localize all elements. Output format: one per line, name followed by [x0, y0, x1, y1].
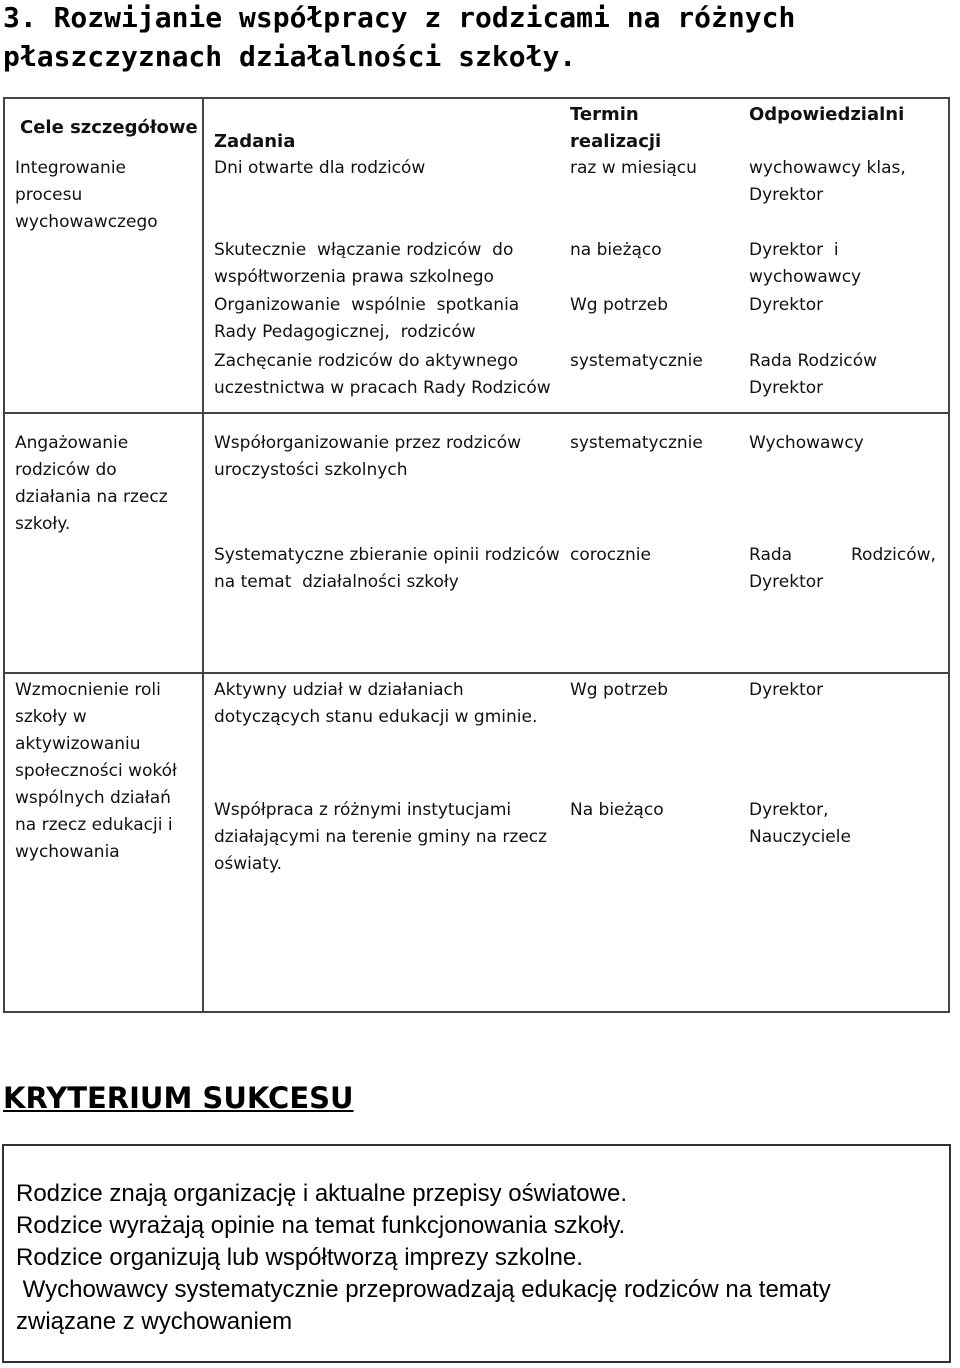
task-2-1-termin: systematycznie	[570, 433, 703, 453]
task-1-2-odp-line1: Dyrektor i	[749, 240, 839, 260]
task-1-4-zadanie-line1: Zachęcanie rodziców do aktywnego	[214, 351, 519, 371]
table-border-top	[3, 97, 950, 99]
task-2-2-odp-line2: Dyrektor	[749, 572, 824, 592]
kryterium-line-4: Wychowawcy systematycznie przeprowadzają edukację rodziców na tematy	[16, 1276, 831, 1303]
goal-3-line2: szkoły w	[15, 707, 87, 727]
task-1-3-odp-line1: Dyrektor	[749, 295, 824, 315]
task-2-2-zadanie-line2: na temat działalności szkoły	[214, 572, 459, 592]
task-1-4-termin: systematycznie	[570, 351, 703, 371]
kryterium-title: KRYTERIUM SUKCESU	[3, 1081, 354, 1115]
task-1-1-odp-line1: wychowawcy klas,	[749, 158, 906, 178]
table-column-rule	[202, 97, 204, 1013]
task-2-1-zadanie-line1: Współorganizowanie przez rodziców	[214, 433, 522, 453]
task-2-2-zadanie-line1: Systematyczne zbieranie opinii rodziców	[214, 545, 560, 565]
goal-3-line4: społeczności wokół	[15, 761, 177, 781]
kryterium-line-1: Rodzice znają organizację i aktualne przepisy oświatowe.	[16, 1180, 627, 1207]
task-3-2-zadanie-line2: działającymi na terenie gminy na rzecz	[214, 827, 548, 847]
header-cele: Cele szczegółowe	[20, 117, 198, 138]
task-2-2-odp-line1: Rada	[749, 545, 793, 565]
task-1-2-zadanie-line2: współtworzenia prawa szkolnego	[214, 267, 494, 287]
goal-3-line3: aktywizowaniu	[15, 734, 141, 754]
goal-3-line7: wychowania	[15, 842, 120, 862]
task-3-2-termin: Na bieżąco	[570, 800, 664, 820]
task-2-1-odp-line1: Wychowawcy	[749, 433, 864, 453]
task-3-2-zadanie-line3: oświaty.	[214, 854, 283, 874]
goal-3-line6: na rzecz edukacji i	[15, 815, 173, 835]
kryterium-line-3: Rodzice organizują lub współtworzą imprezy szkolne.	[16, 1244, 583, 1271]
task-2-2-termin: corocznie	[570, 545, 651, 565]
goal-1-line3: wychowawczego	[15, 212, 158, 232]
task-2-1-zadanie-line2: uroczystości szkolnych	[214, 460, 408, 480]
task-2-2-odp-line1b: Rodziców,	[851, 545, 936, 565]
goal-2-line4: szkoły.	[15, 514, 71, 534]
section-heading	[3, 0, 959, 76]
task-1-3-zadanie-line2: Rady Pedagogicznej, rodziców	[214, 322, 476, 342]
table-rule-2	[3, 672, 950, 674]
task-1-4-odp-line1: Rada Rodziców	[749, 351, 878, 371]
goal-3-line5: wspólnych działań	[15, 788, 171, 808]
task-3-2-odp-line2: Nauczyciele	[749, 827, 851, 847]
header-odpowiedzialni: Odpowiedzialni	[749, 104, 905, 125]
kryterium-line-5: związane z wychowaniem	[16, 1308, 293, 1335]
goal-2-line3: działania na rzecz	[15, 487, 168, 507]
task-3-2-odp-line1: Dyrektor,	[749, 800, 829, 820]
task-1-2-zadanie-line1: Skutecznie włączanie rodziców do	[214, 240, 514, 260]
task-3-1-zadanie-line2: dotyczących stanu edukacji w gminie.	[214, 707, 538, 727]
header-termin-line1: Termin	[570, 104, 639, 125]
task-1-2-odp-line2: wychowawcy	[749, 267, 862, 287]
task-1-1-odp-line2: Dyrektor	[749, 185, 824, 205]
task-1-4-odp-line2: Dyrektor	[749, 378, 824, 398]
goal-1-line2: procesu	[15, 185, 83, 205]
task-1-2-termin: na bieżąco	[570, 240, 662, 260]
section-heading-line1: 3. Rozwijanie współpracy z rodzicami na różnych	[3, 1, 796, 34]
table-border-left	[3, 97, 5, 1013]
section-heading-line2: płaszczyznach działalności szkoły.	[3, 40, 577, 73]
goal-1-line1: Integrowanie	[15, 158, 126, 178]
task-1-1-termin: raz w miesiącu	[570, 158, 697, 178]
task-3-2-zadanie-line1: Współpraca z różnymi instytucjami	[214, 800, 512, 820]
task-1-3-zadanie-line1: Organizowanie wspólnie spotkania	[214, 295, 520, 315]
goal-2-line2: rodziców do	[15, 460, 117, 480]
task-1-1-zadanie-line1: Dni otwarte dla rodziców	[214, 158, 426, 178]
table-border-right	[948, 97, 950, 1013]
task-1-4-zadanie-line2: uczestnictwa w pracach Rady Rodziców	[214, 378, 551, 398]
header-termin-line2: realizacji	[570, 131, 662, 152]
task-3-1-termin: Wg potrzeb	[570, 680, 669, 700]
task-3-1-zadanie-line1: Aktywny udział w działaniach	[214, 680, 464, 700]
task-1-3-termin: Wg potrzeb	[570, 295, 669, 315]
task-3-1-odp-line1: Dyrektor	[749, 680, 824, 700]
table-rule-1	[3, 412, 950, 414]
table-border-bottom	[3, 1011, 950, 1013]
kryterium-line-2: Rodzice wyrażają opinie na temat funkcjonowania szkoły.	[16, 1212, 626, 1239]
goal-2-line1: Angażowanie	[15, 433, 129, 453]
goal-3-line1: Wzmocnienie roli	[15, 680, 161, 700]
header-zadania: Zadania	[214, 131, 296, 152]
